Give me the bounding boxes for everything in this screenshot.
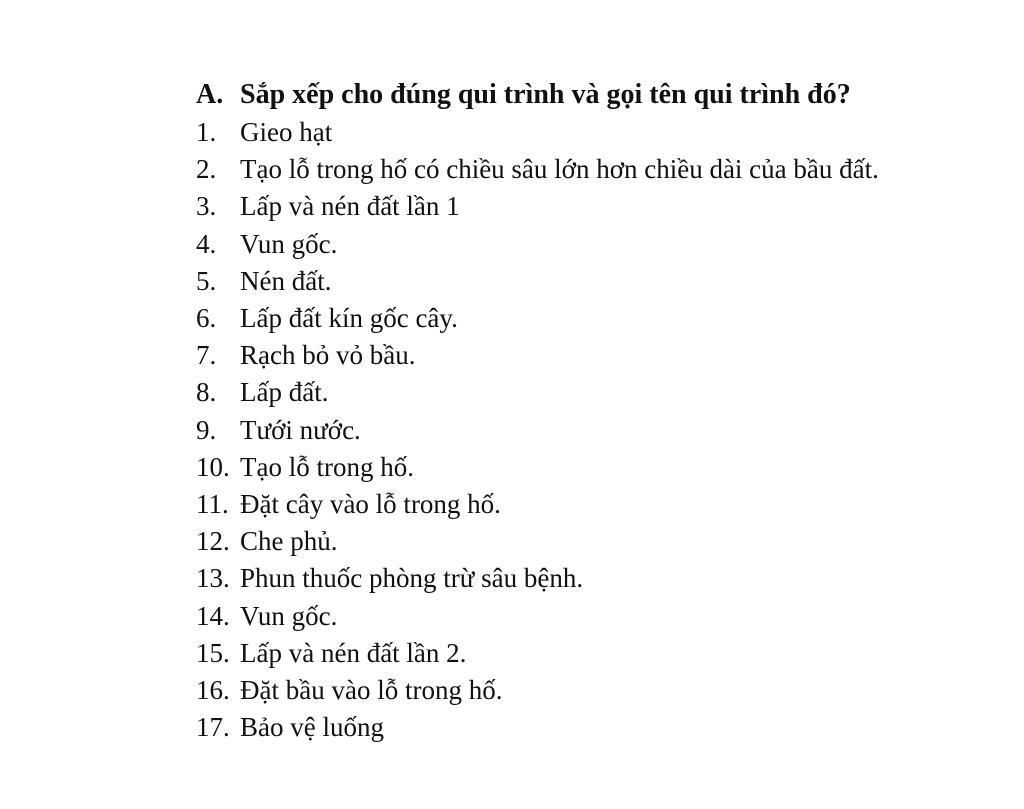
- list-item: [196, 374, 1016, 411]
- step-text: Đặt cây vào lỗ trong hố.: [240, 489, 501, 520]
- step-text: Bảo vệ luống: [240, 712, 384, 743]
- list-item: [196, 337, 1016, 374]
- step-text: Vun gốc.: [240, 228, 338, 259]
- step-text: Lấp đất kín gốc cây.: [240, 303, 458, 334]
- step-number: 14.: [196, 600, 230, 631]
- question-marker: A.: [196, 79, 224, 110]
- question-text: Sắp xếp cho đúng qui trình và gọi tên qui trình đó?: [240, 79, 851, 110]
- step-number: 2.: [196, 154, 217, 185]
- steps-list: [196, 114, 1016, 746]
- step-text: Nén đất.: [240, 265, 332, 296]
- document-content: [196, 76, 1016, 746]
- step-text: Tạo lỗ trong hố có chiều sâu lớn hơn chiều dài của bầu đất.: [240, 154, 879, 185]
- step-number: 16.: [196, 675, 230, 706]
- step-text: Đặt bầu vào lỗ trong hố.: [240, 675, 503, 706]
- step-number: 3.: [196, 191, 217, 222]
- step-number: 13.: [196, 563, 230, 594]
- step-text: Vun gốc.: [240, 600, 338, 631]
- step-number: 1.: [196, 117, 217, 147]
- step-number: 9.: [196, 414, 217, 445]
- question-heading: [196, 76, 1016, 114]
- step-text: Lấp đất.: [240, 377, 329, 408]
- list-item: [196, 263, 1016, 300]
- list-item: [196, 151, 1016, 188]
- list-item: [196, 560, 1016, 597]
- list-item: [196, 188, 1016, 225]
- step-number: 11.: [196, 489, 229, 520]
- list-item: [196, 672, 1016, 709]
- step-number: 6.: [196, 303, 217, 334]
- step-number: 8.: [196, 377, 217, 408]
- step-text: Phun thuốc phòng trừ sâu bệnh.: [240, 563, 584, 594]
- step-text: Gieo hạt: [240, 117, 333, 147]
- step-number: 7.: [196, 340, 217, 371]
- list-item: [196, 300, 1016, 337]
- list-item: [196, 226, 1016, 263]
- list-item: [196, 412, 1016, 449]
- step-text: Che phủ.: [240, 526, 338, 557]
- step-text: Lấp và nén đất lần 2.: [240, 637, 467, 668]
- step-number: 10.: [196, 451, 230, 482]
- step-number: 5.: [196, 265, 217, 296]
- list-item: [196, 635, 1016, 672]
- step-text: Lấp và nén đất lần 1: [240, 191, 460, 222]
- step-number: 4.: [196, 228, 217, 259]
- list-item: [196, 709, 1016, 746]
- list-item: [196, 449, 1016, 486]
- list-item: [196, 598, 1016, 635]
- step-number: 17.: [196, 712, 230, 743]
- list-item: [196, 486, 1016, 523]
- list-item: [196, 114, 1016, 151]
- step-number: 12.: [196, 526, 230, 557]
- list-item: [196, 523, 1016, 560]
- step-text: Tưới nước.: [240, 414, 361, 445]
- step-text: Rạch bỏ vỏ bầu.: [240, 340, 416, 371]
- step-number: 15.: [196, 637, 230, 668]
- step-text: Tạo lỗ trong hố.: [240, 451, 414, 482]
